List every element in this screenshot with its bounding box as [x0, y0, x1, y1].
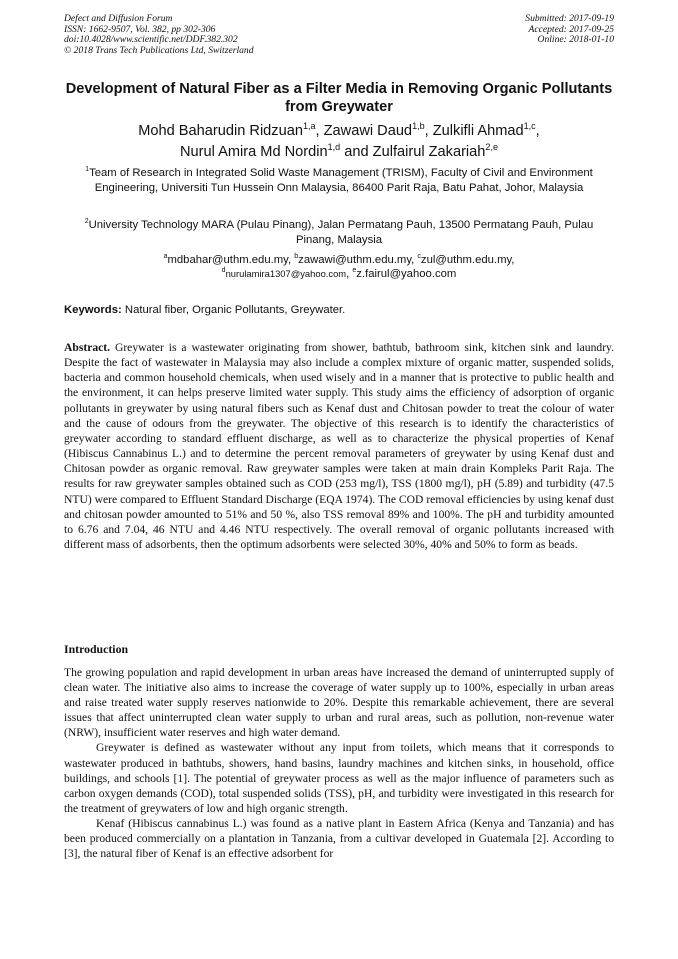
- affiliation-mark: 1: [85, 166, 90, 174]
- email-mark: a: [163, 253, 168, 261]
- introduction-paragraph: Kenaf (Hibiscus cannabinus L.) was found as a native plant in Eastern Africa (Kenya and Tanzania) and has been produced commercially on a plantation in Tanzania, from a cultivar developed in Guatemala [2]. According to [3], the natural fiber of Kenaf is an effective adsorbent for: [64, 816, 614, 861]
- keywords: [64, 303, 614, 318]
- journal-name: Defect and Diffusion Forum: [64, 13, 173, 24]
- email-link[interactable]: mdbahar@uthm.edu.my: [167, 254, 288, 266]
- affiliation-1: [80, 166, 598, 196]
- introduction-paragraph: The growing population and rapid development in urban areas have increased the demand of uninterrupted supply of clean water. The initiative also aims to increase the coverage of water supply up to 100%, especially in urban areas and raise treated water supply reserves nationwide to 20%. Despite this remarkable achievement, there are several issues that affect uninterrupted clean water supply to urban and rural areas, such as pollution, non-revenue water (NRW), insufficient water reserves and high water demand.: [64, 666, 614, 740]
- email-link[interactable]: zul@uthm.edu.my: [420, 254, 512, 266]
- email-link[interactable]: z.fairul@yahoo.com: [356, 268, 457, 280]
- author-affiliation-mark: 2,e: [485, 141, 498, 152]
- submitted-date: Submitted: 2017-09-19: [525, 13, 614, 24]
- author-affiliation-mark: 1,d: [327, 141, 341, 152]
- abstract-text: Greywater is a wastewater originating from shower, bathtub, bathroom sink, kitchen sink and laundry. Despite the fact of wastewater in Malaysia may also include a complex mixture of organic matter, suspended solids, bacteria and common household chemicals, when used wisely and in a manner that is protective to public health and the environment, it can helps preserve limited water supply. This study aims the efficiency of adsorption of organic pollutants in greywater by using natural fibers such as Kenaf dust and Chitosan powder to treat the colour of water and the cause of odours from the greywater. The objective of this research is to identify the characteristics of greywater according to standard effluent discharge, as well as to characterize the physical properties of Kenaf (Hibiscus Cannabinus L.) and to determine the percent removal parameters of greywater by using Kenaf dust and Chitosan powder as organic removal. Raw greywater samples were taken at main drain Kompleks Parit Raja. The results for raw greywater samples obtained such as COD (253 mg/l), TSS (1800 mg/l), pH (5.89) and turbidity (47.5 NTU) were compared to Effluent Standard Discharge (EQA 1974). The COD removal efficiencies by using kenaf dust and chitosan powder amounted to 51% and 50 %, also TSS removal 89% and 100%. The pH and turbidity amounted to 6.76 and 7.04, 46 NTU and 4.46 NTU respectively. The overall removal of organic pollutants increased with different mass of adsorbents, then the optimum adsorbents were selected 30%, 40% and 50% to form as beads.: [64, 341, 614, 552]
- introduction-body: [64, 665, 614, 861]
- abstract-label: Abstract.: [64, 341, 111, 354]
- author-list: Mohd Baharudin Ridzuan$^{1,a}$, Zawawi Daud$^{1,b}$, Zulkifli Ahmad$^{1,c}$, Nurul Amira Md Nordin$^{1,d}$ and Zulfairul Zakariah$^{2,e}$: [138, 121, 540, 160]
- author-affiliation-mark: 1,b: [412, 121, 425, 132]
- author-name: Nurul Amira Md Nordin: [180, 143, 328, 160]
- author-name: Zulfairul Zakariah: [372, 143, 486, 160]
- journal-doi[interactable]: doi:10.4028/www.scientific.net/DDF.382.302: [64, 34, 238, 46]
- email-list: $^a$mdbahar@uthm.edu.my, $^b$zawawi@uthm.edu.my, $^c$zul@uthm.edu.my, $^d$nurulamira1307@yahoo.com, $^e$z.fairul@yahoo.com: [163, 253, 515, 280]
- author-name: Mohd Baharudin Ridzuan: [138, 123, 303, 139]
- introduction-heading: Introduction: [64, 642, 129, 656]
- journal-info: [64, 14, 254, 56]
- email-mark: e: [352, 267, 357, 275]
- affiliation-text: University Technology MARA (Pulau Pinang), Jalan Permatang Pauh, 13500 Permatang Pauh, Pulau Pinang, Malaysia: [88, 219, 594, 246]
- affiliation-mark: 2: [84, 218, 89, 226]
- email-link[interactable]: nurulamira1307@yahoo.com: [225, 268, 347, 279]
- email-mark: b: [294, 253, 299, 261]
- keywords-text: Natural fiber, Organic Pollutants, Greywater.: [124, 304, 346, 316]
- submission-dates: [525, 14, 614, 46]
- online-date: Online: 2018-01-10: [537, 34, 614, 46]
- author-affiliation-mark: 1,c: [523, 121, 536, 132]
- author-affiliation-mark: 1,a: [302, 121, 316, 132]
- author-name: Zawawi Daud: [323, 123, 413, 139]
- journal-issn: ISSN: 1662-9507, Vol. 382, pp 302-306: [64, 23, 216, 35]
- accepted-date: Accepted: 2017-09-25: [528, 23, 614, 35]
- author-connector: and: [344, 143, 369, 160]
- email-link[interactable]: zawawi@uthm.edu.my: [298, 254, 412, 266]
- journal-header: [64, 14, 614, 64]
- keywords-label: Keywords:: [64, 304, 122, 316]
- email-mark: d: [221, 267, 226, 275]
- affiliation-text: Team of Research in Integrated Solid Waste Management (TRISM), Faculty of Civil and Environment Engineering, Universiti Tun Hussein Onn Malaysia, 86400 Parit Raja, Batu Pahat, Johor, Malaysia: [89, 167, 593, 194]
- author-name: Zulkifli Ahmad: [432, 123, 524, 139]
- affiliation-2: [80, 218, 598, 248]
- introduction-paragraph: Greywater is defined as wastewater without any input from toilets, which means that it corresponds to wastewater produced in bathtubs, showers, hand basins, laundry machines and kitchen sinks, in household, office buildings, and schools [1]. The potential of greywater process as well as the major influence of parameters such as carbon oxygen demands (COD), total suspended solids (TSS), pH, and turbidity were investigated in this research for the treatment of greywaters of low and high organic strength.: [64, 741, 614, 815]
- abstract: [64, 340, 614, 552]
- email-mark: c: [417, 253, 421, 261]
- paper-title: Development of Natural Fiber as a Filter Media in Removing Organic Pollutants from Greywater: [65, 81, 613, 115]
- journal-copyright: © 2018 Trans Tech Publications Ltd, Switzerland: [64, 44, 254, 56]
